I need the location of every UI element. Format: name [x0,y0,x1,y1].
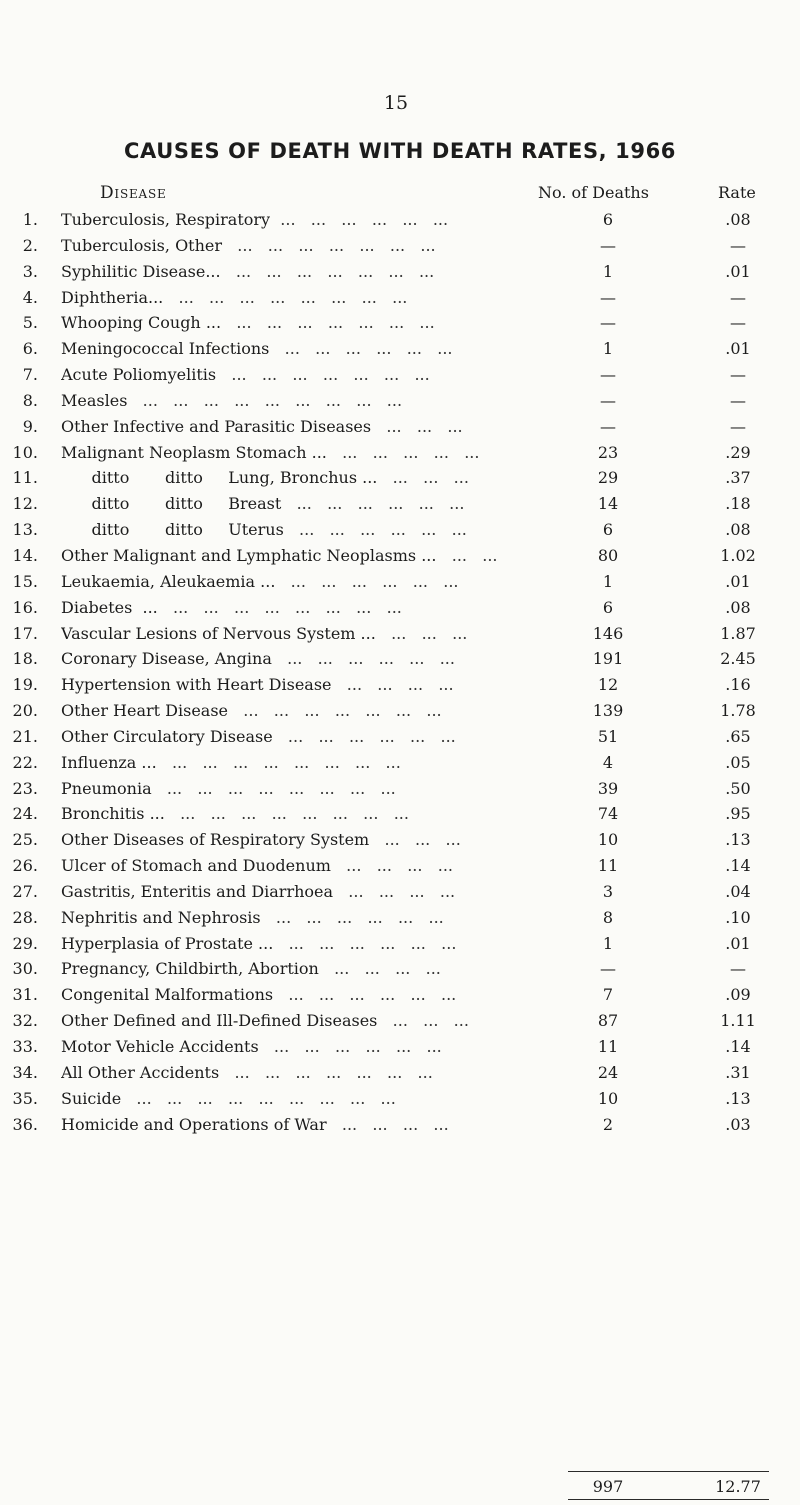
row-deaths: 51 [597,726,619,746]
leader-dots: ... ... ... ... ... ... ... ... [156,752,401,772]
row-number: 22. [12,752,38,772]
leader-dots: ... ... ... [369,830,461,850]
row-rate: .13 [725,1088,751,1108]
table-row [0,388,800,414]
table-row [0,233,800,259]
cause-label: Other Malignant and Lymphatic Neoplasms ... [61,545,437,565]
row-deaths: — [600,959,616,979]
row-cause [61,259,581,285]
table-row [0,414,800,440]
leader-dots: ... ... ... ... ... ... ... ... [151,778,396,798]
cause-label: Diabetes ... [61,597,158,617]
table-row [0,595,800,621]
row-rate: .37 [725,468,751,488]
cause-label: Hypertension with Heart Disease [61,675,332,695]
row-number: 25. [12,830,38,850]
leader-dots: ... ... ... ... ... ... ... [219,1062,433,1082]
row-cause [61,956,581,982]
row-cause [61,827,581,853]
row-deaths: 24 [597,1062,619,1082]
cause-label: Pneumonia [61,778,152,798]
row-rate: .18 [725,494,751,514]
cause-label: Gastritis, Enteritis and Diarrhoea [61,881,334,901]
leader-dots: ... ... ... ... ... ... [273,933,457,953]
row-deaths: 1 [602,933,614,953]
table-row [0,207,800,233]
table-row [0,1086,800,1112]
row-deaths: 6 [602,210,614,229]
row-number: 5. [22,313,38,333]
table-row [0,853,800,879]
cause-label: Malignant Neoplasm Stomach ... [61,442,327,462]
leader-dots: ... ... ... ... [318,959,441,979]
table-row [0,362,800,388]
cause-label: Motor Vehicle Accidents [61,1037,259,1056]
leader-dots: ... ... ... ... ... ... [258,1037,442,1056]
row-deaths: 11 [597,1037,619,1056]
cause-label: Other Heart Disease [61,701,229,721]
row-cause [61,362,581,388]
row-rate: .29 [725,442,751,462]
row-rate: 1.78 [720,701,756,721]
table-row [0,336,800,362]
row-cause [61,491,581,517]
leader-dots: ... ... ... ... ... ... ... ... [164,804,409,824]
row-rate: .65 [725,726,751,746]
leader-dots: ... ... [436,545,498,565]
table-row [0,931,800,957]
table-row [0,621,800,647]
cause-label: ditto ditto Uterus [61,520,284,540]
leader-dots: ... ... ... ... ... ... [260,907,444,927]
row-deaths: 6 [602,520,614,540]
row-number: 16. [12,597,38,617]
row-number: 27. [12,881,38,901]
cause-label: Hyperplasia of Prostate ... [61,933,274,953]
row-deaths: 10 [597,1088,619,1108]
page-number: 15 [383,92,409,114]
row-number: 14. [12,545,38,565]
row-deaths: 3 [602,881,614,901]
row-cause [61,285,581,311]
cause-label: ditto ditto Lung, Bronchus ... [61,468,378,488]
leader-dots: ... ... ... ... ... ... ... [222,235,436,255]
row-cause [61,672,581,698]
leader-dots: ... ... ... ... ... ... ... [216,365,430,385]
leader-dots: ... ... ... ... ... ... [275,571,459,591]
row-cause [61,310,581,336]
row-cause [61,207,581,233]
row-cause [61,698,581,724]
cause-label: ditto ditto Breast [61,494,282,514]
death-causes-table [0,207,800,1137]
row-deaths: 14 [597,494,619,514]
row-rate: — [730,235,746,255]
row-cause [61,1060,581,1086]
table-row [0,1008,800,1034]
row-rate: .31 [725,1062,751,1082]
column-header-rate: Rate [718,183,756,202]
row-rate: — [730,313,746,333]
row-cause [61,646,581,672]
cause-label: Congenital Malformations [61,985,274,1005]
table-row [0,672,800,698]
row-cause [61,905,581,931]
row-rate: .10 [725,907,751,927]
total-deaths: 997 [592,1477,624,1496]
row-rate: .04 [725,881,751,901]
table-row [0,491,800,517]
row-rate: 1.87 [720,623,756,643]
row-number: 12. [12,494,38,514]
leader-dots: ... ... ... [377,1011,469,1031]
row-number: 28. [12,907,38,927]
leader-dots: ... ... ... ... ... ... ... [221,313,435,333]
cause-label: All Other Accidents [61,1062,220,1082]
row-number: 8. [22,390,38,410]
row-rate: .95 [725,804,751,824]
row-number: 2. [22,235,38,255]
leader-dots: ... ... ... [377,468,469,488]
totals-top-rule [568,1471,769,1472]
row-rate: .09 [725,985,751,1005]
leader-dots: ... ... ... ... ... ... [283,520,467,540]
cause-label: Other Defined and Ill-Defined Diseases [61,1011,378,1031]
row-rate: 2.45 [720,649,756,669]
row-cause [61,931,581,957]
leader-dots: ... ... ... ... [326,1114,449,1134]
row-deaths: 87 [597,1011,619,1031]
row-rate: .05 [725,752,751,772]
row-cause [61,1112,581,1138]
table-row [0,465,800,491]
leader-dots: ... ... ... ... [331,675,454,695]
row-deaths: 80 [597,545,619,565]
row-rate: 1.11 [720,1011,756,1031]
row-rate: .08 [725,520,751,540]
row-number: 33. [12,1037,38,1056]
row-number: 29. [12,933,38,953]
row-cause [61,233,581,259]
row-deaths: 1 [602,571,614,591]
table-row [0,646,800,672]
leader-dots: ... ... ... ... ... ... [272,726,456,746]
row-rate: .08 [725,597,751,617]
row-cause [61,621,581,647]
row-deaths: — [600,416,616,436]
leader-dots: ... ... ... [371,416,463,436]
row-cause [61,414,581,440]
leader-dots: ... ... ... ... ... ... [281,494,465,514]
row-number: 31. [12,985,38,1005]
row-deaths: — [600,287,616,307]
leader-dots: ... ... ... ... ... ... ... ... [163,287,408,307]
row-rate: .01 [725,933,751,953]
leader-dots: ... ... ... ... ... ... [269,339,453,359]
row-deaths: 7 [602,985,614,1005]
row-number: 26. [12,856,38,876]
table-row [0,1112,800,1138]
row-cause [61,336,581,362]
row-rate: .01 [725,571,751,591]
row-rate: 1.02 [720,545,756,565]
row-cause [61,543,581,569]
page-title: CAUSES OF DEATH WITH DEATH RATES, 1966 [123,139,676,163]
totals-bottom-rule [568,1499,769,1500]
cause-label: Influenza ... [61,752,157,772]
row-deaths: 10 [597,830,619,850]
cause-label: Other Infective and Parasitic Diseases [61,416,372,436]
row-number: 3. [22,261,38,281]
row-deaths: 12 [597,675,619,695]
table-row [0,982,800,1008]
cause-label: Other Diseases of Respiratory System [61,830,370,850]
leader-dots: ... ... ... ... ... ... [271,649,455,669]
row-number: 13. [12,520,38,540]
cause-label: Bronchitis ... [61,804,165,824]
row-number: 6. [22,339,38,359]
table-row [0,1060,800,1086]
row-cause [61,853,581,879]
row-deaths: 2 [602,1114,614,1134]
row-cause [61,801,581,827]
row-rate: — [730,390,746,410]
row-rate: .14 [725,1037,751,1056]
table-row [0,827,800,853]
row-deaths: 8 [602,907,614,927]
table-row [0,259,800,285]
cause-label: Leukaemia, Aleukaemia ... [61,571,276,591]
row-cause [61,1086,581,1112]
row-deaths: — [600,365,616,385]
cause-label: Homicide and Operations of War [61,1114,327,1134]
leader-dots: ... ... ... ... [330,856,453,876]
leader-dots: ... ... ... ... ... ... ... ... ... [121,1088,396,1108]
leader-dots: ... ... ... ... [333,881,456,901]
row-number: 34. [12,1062,38,1082]
row-cause [61,569,581,595]
row-cause [61,724,581,750]
row-number: 21. [12,726,38,746]
row-deaths: 1 [602,261,614,281]
row-rate: .03 [725,1114,751,1134]
leader-dots: ... ... ... ... ... ... [270,210,449,229]
row-rate: .14 [725,856,751,876]
row-deaths: 11 [597,856,619,876]
table-row [0,956,800,982]
cause-label: Nephritis and Nephrosis [61,907,261,927]
row-rate: — [730,959,746,979]
table-header [0,183,800,207]
leader-dots: ... ... ... ... ... [326,442,480,462]
row-cause [61,465,581,491]
row-number: 32. [12,1011,38,1031]
row-deaths: 191 [592,649,624,669]
table-row [0,517,800,543]
leader-dots: ... ... ... ... ... ... ... ... ... [127,390,403,410]
table-row [0,1034,800,1060]
cause-label: Tuberculosis, Respiratory [61,210,271,229]
row-deaths: 146 [592,623,624,643]
row-rate: .01 [725,339,751,359]
row-number: 4. [22,287,38,307]
cause-label: Whooping Cough ... [61,313,222,333]
table-row [0,879,800,905]
table-row [0,776,800,802]
row-rate: — [730,287,746,307]
row-deaths: 39 [597,778,619,798]
row-number: 17. [12,623,38,643]
row-number: 36. [12,1114,38,1134]
row-deaths: — [600,390,616,410]
row-number: 35. [12,1088,38,1108]
row-number: 20. [12,701,38,721]
row-cause [61,1008,581,1034]
row-deaths: — [600,313,616,333]
leader-dots: ... ... ... [375,623,468,643]
row-number: 19. [12,675,38,695]
table-row [0,750,800,776]
row-number: 18. [12,649,38,669]
row-deaths: — [600,235,616,255]
row-number: 1. [22,210,38,229]
row-number: 30. [12,959,38,979]
row-cause [61,750,581,776]
row-deaths: 74 [597,804,619,824]
row-cause [61,982,581,1008]
row-cause [61,440,581,466]
column-header-deaths: No. of Deaths [538,183,649,202]
row-rate: .50 [725,778,751,798]
table-row [0,801,800,827]
row-number: 7. [22,365,38,385]
row-cause [61,595,581,621]
row-number: 11. [12,468,38,488]
row-number: 15. [12,571,38,591]
cause-label: Measles [61,390,128,410]
table-row [0,905,800,931]
row-cause [61,1034,581,1060]
row-number: 24. [12,804,38,824]
row-rate: .16 [725,675,751,695]
row-cause [61,388,581,414]
row-rate: .13 [725,830,751,850]
row-rate: .08 [725,210,751,229]
cause-label: Diphtheria... [61,287,164,307]
cause-label: Syphilitic Disease... [61,261,221,281]
cause-label: Acute Poliomyelitis [61,365,217,385]
row-deaths: 139 [592,701,624,721]
leader-dots: ... ... ... ... ... ... ... ... [157,597,402,617]
cause-label: Tuberculosis, Other [61,235,223,255]
cause-label: Ulcer of Stomach and Duodenum [61,856,331,876]
table-row [0,569,800,595]
row-deaths: 23 [597,442,619,462]
row-cause [61,517,581,543]
row-rate: — [730,416,746,436]
table-row [0,724,800,750]
leader-dots: ... ... ... ... ... ... ... [228,701,442,721]
cause-label: Vascular Lesions of Nervous System ... [61,623,376,643]
cause-label: Meningococcal Infections [61,339,270,359]
row-number: 23. [12,778,38,798]
totals-row [0,1476,800,1498]
row-deaths: 6 [602,597,614,617]
cause-label: Suicide [61,1088,122,1108]
row-number: 9. [22,416,38,436]
row-cause [61,879,581,905]
table-row [0,698,800,724]
row-deaths: 1 [602,339,614,359]
row-deaths: 29 [597,468,619,488]
table-row [0,285,800,311]
table-row [0,310,800,336]
column-header-disease: Disease [100,183,167,203]
leader-dots: ... ... ... ... ... ... ... [220,261,435,281]
table-row [0,440,800,466]
cause-label: Other Circulatory Disease [61,726,273,746]
table-row [0,543,800,569]
leader-dots: ... ... ... ... ... ... [273,985,457,1005]
row-deaths: 4 [602,752,614,772]
row-rate: — [730,365,746,385]
row-rate: .01 [725,261,751,281]
row-cause [61,776,581,802]
row-number: 10. [12,442,38,462]
cause-label: Pregnancy, Childbirth, Abortion [61,959,319,979]
cause-label: Coronary Disease, Angina [61,649,272,669]
total-rate: 12.77 [715,1477,761,1496]
